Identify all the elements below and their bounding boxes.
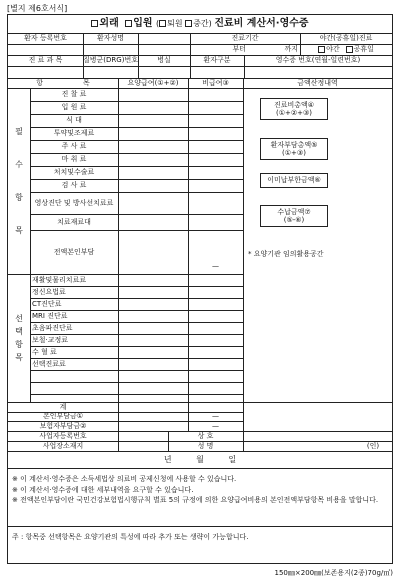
interim-checkbox[interactable] (185, 20, 192, 27)
optional-item-label: 보철·교정료 (32, 335, 69, 344)
note-line: ※ 전액본인부담이란 국민건강보험법시행규칙 별표 5의 규정에 의한 요양급여비용의 본인전액부담항목 비용을 말합니다. (12, 496, 379, 504)
period-from: 부터 (232, 45, 246, 54)
period-to: 까지 (284, 45, 298, 54)
night-checkbox[interactable] (318, 46, 325, 53)
required-item-label: 검 사 료 (61, 181, 87, 190)
calc-box: 이미납부한금액⑥ (260, 173, 328, 188)
insured-header: 요양급여(①+②) (127, 78, 179, 87)
inpatient-checkbox[interactable] (125, 20, 132, 27)
optional-item-label: 수 혈 료 (32, 347, 57, 356)
insurer-pay-label: 보험자부담금② (39, 421, 87, 430)
outpatient-checkbox[interactable] (91, 20, 98, 27)
optional-group-label: 선 택 항 목 (15, 314, 23, 362)
holiday-checkbox[interactable] (346, 46, 353, 53)
night-label: 야간(공휴일)진료 (319, 34, 373, 43)
date-line: 년 월 일 (163, 454, 237, 464)
sum-label: 계 (59, 402, 67, 411)
period-label: 진료기간 (231, 34, 259, 43)
patient-no-label: 환자 등록번호 (24, 34, 67, 43)
optional-item-label: CT진단료 (32, 299, 62, 308)
required-item-label: 입 원 료 (61, 103, 87, 112)
calc-header: 금액산정내역 (297, 78, 338, 87)
self-pay-label: 본인부담금① (42, 412, 84, 421)
optional-item-label: 선택진료료 (32, 359, 66, 368)
required-item-label: 진 찰 료 (61, 90, 87, 99)
calc-box: 진료비총액④ (①+②+③) (260, 98, 328, 120)
business-no-label: 사업자등록번호 (39, 431, 87, 440)
optional-item-label: 초음파진단료 (32, 323, 73, 332)
rep-name-label: 성 명 (197, 441, 214, 450)
receipt-no-label: 영수증 번호(연월-일련번호) (275, 56, 361, 65)
business-addr-label: 사업장소재지 (42, 441, 84, 450)
required-item-label: 투약및조제료 (53, 129, 95, 138)
required-item-label: 영상진단 및 방사선치료료 (34, 198, 114, 207)
calc-box: 환자부담총액⑤ (①+③) (260, 138, 328, 160)
optional-item-label: MRI 진단료 (32, 311, 68, 320)
note-line: ※ 이 계산서·영수증은 소득세법상 의료비 공제신청에 사용할 수 있습니다. (12, 475, 237, 483)
patient-type-label: 환자구분 (203, 56, 231, 65)
self-pay-dash: — (212, 412, 219, 421)
seal-mark: (인) (366, 441, 380, 450)
night-options: 야간 공휴일 (300, 44, 392, 55)
note-line: ※ 이 계산서·영수증에 대한 세부내역을 요구할 수 있습니다. (12, 486, 194, 494)
required-item-label: 전액본인부담 (53, 247, 95, 256)
optional-item-label: 정신요법료 (32, 287, 66, 296)
item-header: 항 목 (36, 78, 90, 87)
title-text: 진료비 계산서·영수증 (214, 18, 309, 29)
form-title: 외래 입원 ( 퇴원 중간) 진료비 계산서·영수증 (8, 15, 392, 34)
trade-name-label: 상 호 (197, 431, 214, 440)
required-item-label: 식 대 (66, 116, 82, 125)
full-self-pay-dash: — (212, 262, 219, 271)
optional-item-label: 재활및물리치료료 (32, 275, 87, 284)
calc-box: 수납금액⑦ (⑤-⑥) (260, 205, 328, 227)
discharge-checkbox[interactable] (159, 20, 166, 27)
drg-label: 질병군(DRG)번호 (83, 56, 138, 65)
patient-name-label: 환자성명 (96, 34, 125, 43)
uninsured-header: 비급여③ (202, 78, 229, 87)
receipt-form (7, 14, 393, 564)
footnote: 주 : 항목중 선택항목은 요양기관의 특성에 따라 추가 또는 생략이 가능합니다. (12, 533, 249, 541)
department-label: 진 료 과 목 (28, 56, 63, 65)
required-item-label: 처치및수술료 (53, 168, 95, 177)
form-label: [별지 제6호서식] (7, 4, 68, 13)
paper-spec: 150㎜×200㎜(보존용지(2종)70g/㎡) (274, 569, 393, 577)
required-item-label: 치료재료대 (57, 217, 91, 226)
required-item-label: 주 사 료 (61, 142, 87, 151)
calc-note: * 요양기관 임의활용공간 (248, 249, 324, 258)
ward-label: 병실 (157, 56, 171, 65)
required-item-label: 마 취 료 (61, 155, 87, 164)
required-group-label: 필 수 항 목 (15, 127, 23, 235)
insurer-pay-dash: — (212, 421, 219, 430)
